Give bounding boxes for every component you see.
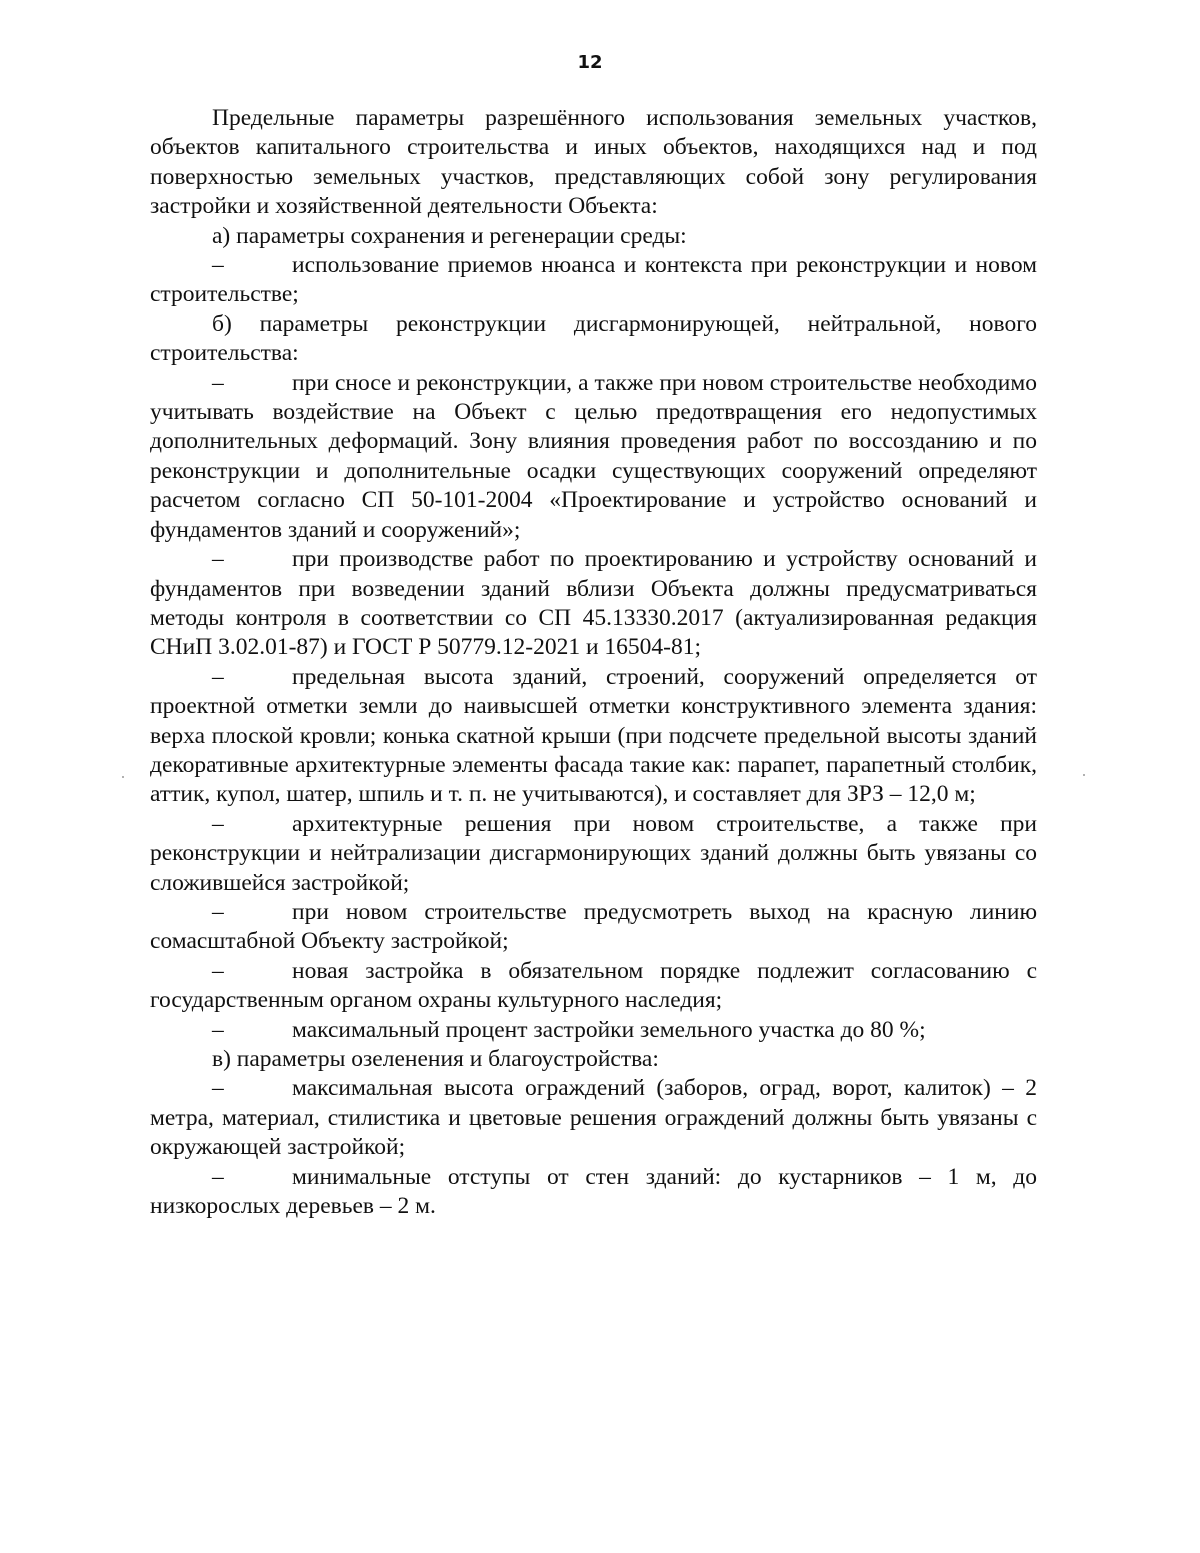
item-text: при новом строительстве предусмотреть выход на красную линию сомасштабной Объекту застройкой;	[150, 898, 1037, 955]
item-text: новая застройка в обязательном порядке подлежит согласованию с государственным органом охраны культурного наследия;	[150, 957, 1037, 1014]
page-number: 12	[577, 52, 603, 73]
section-c-item	[150, 1163, 1037, 1222]
item-text: при сносе и реконструкции, а также при новом строительстве необходимо учитывать воздействие на Объект с целью предотвращения его недопустимых дополнительных деформаций. Зону влияния проведения работ по воссозданию и по реконструкции и дополнительные осадки существующих сооружений определяют расчетом согласно СП 50-101-2004 «Проектирование и устройство оснований и фундаментов зданий и сооружений»;	[150, 369, 1037, 543]
item-text: максимальный процент застройки земельного участка до 80 %;	[292, 1016, 926, 1043]
section-b-item	[150, 1016, 1037, 1045]
section-b-item	[150, 957, 1037, 1016]
section-b-item	[150, 663, 1037, 810]
dash-marker: –	[212, 546, 224, 573]
section-b-item	[150, 810, 1037, 898]
dash-marker: –	[212, 252, 224, 279]
section-c-heading: в) параметры озеленения и благоустройства:	[212, 1046, 659, 1072]
dash-marker: –	[212, 369, 224, 396]
intro-paragraph: Предельные параметры разрешённого использования земельных участков, объектов капитального строительства и иных объектов, находящихся над и под поверхностью земельных участков, представляющих собой зону регулирования застройки и хозяйственной деятельности Объекта:	[150, 105, 1037, 220]
document-body	[150, 104, 1037, 1221]
section-b-heading: б) параметры реконструкции дисгармонирующей, нейтральной, нового строительства:	[150, 310, 1037, 367]
scan-speck	[1083, 774, 1085, 776]
dash-marker: –	[212, 1075, 224, 1102]
item-text: предельная высота зданий, строений, сооружений определяется от проектной отметки земли до наивысшей отметки конструктивного элемента здания: верха плоской кровли; конька скатной крыши (при подсчете предельной высоты зданий декоративные архитектурные элементы фасада такие как: парапет, парапетный столбик, аттик, купол, шатер, шпиль и т. п. не учитываются), и составляет для ЗРЗ – 12,0 м;	[150, 663, 1037, 808]
section-b-item	[150, 545, 1037, 663]
dash-marker: –	[212, 810, 224, 837]
dash-marker: –	[212, 957, 224, 984]
section-b-item	[150, 369, 1037, 545]
item-text: использование приемов нюанса и контекста при реконструкции и новом строительстве;	[150, 252, 1037, 308]
item-text: архитектурные решения при новом строительстве, а также при реконструкции и нейтрализации дисгармонирующих зданий должны быть увязаны со сложившейся застройкой;	[150, 810, 1037, 896]
section-a-heading: а) параметры сохранения и регенерации среды:	[212, 222, 687, 249]
dash-marker: –	[212, 1016, 224, 1043]
section-c-item	[150, 1074, 1037, 1162]
dash-marker: –	[212, 898, 224, 925]
item-text: максимальная высота ограждений (заборов, оград, ворот, калиток) – 2 метра, материал, стилистика и цветовые решения ограждений должны быть увязаны с окружающей застройкой;	[150, 1075, 1037, 1161]
item-text: при производстве работ по проектированию и устройству оснований и фундаментов при возведении зданий вблизи Объекта должны предусматриваться методы контроля в соответствии со СП 45.13330.2017 (актуализированная редакция СНиП 3.02.01-87) и ГОСТ Р 50779.12-2021 и 16504-81;	[150, 546, 1037, 661]
dash-marker: –	[212, 1163, 224, 1190]
scan-speck	[122, 776, 124, 778]
section-a-item	[150, 251, 1037, 310]
dash-marker: –	[212, 663, 224, 690]
section-b-item	[150, 898, 1037, 957]
item-text: минимальные отступы от стен зданий: до кустарников – 1 м, до низкорослых деревьев – 2 м.	[150, 1163, 1037, 1220]
